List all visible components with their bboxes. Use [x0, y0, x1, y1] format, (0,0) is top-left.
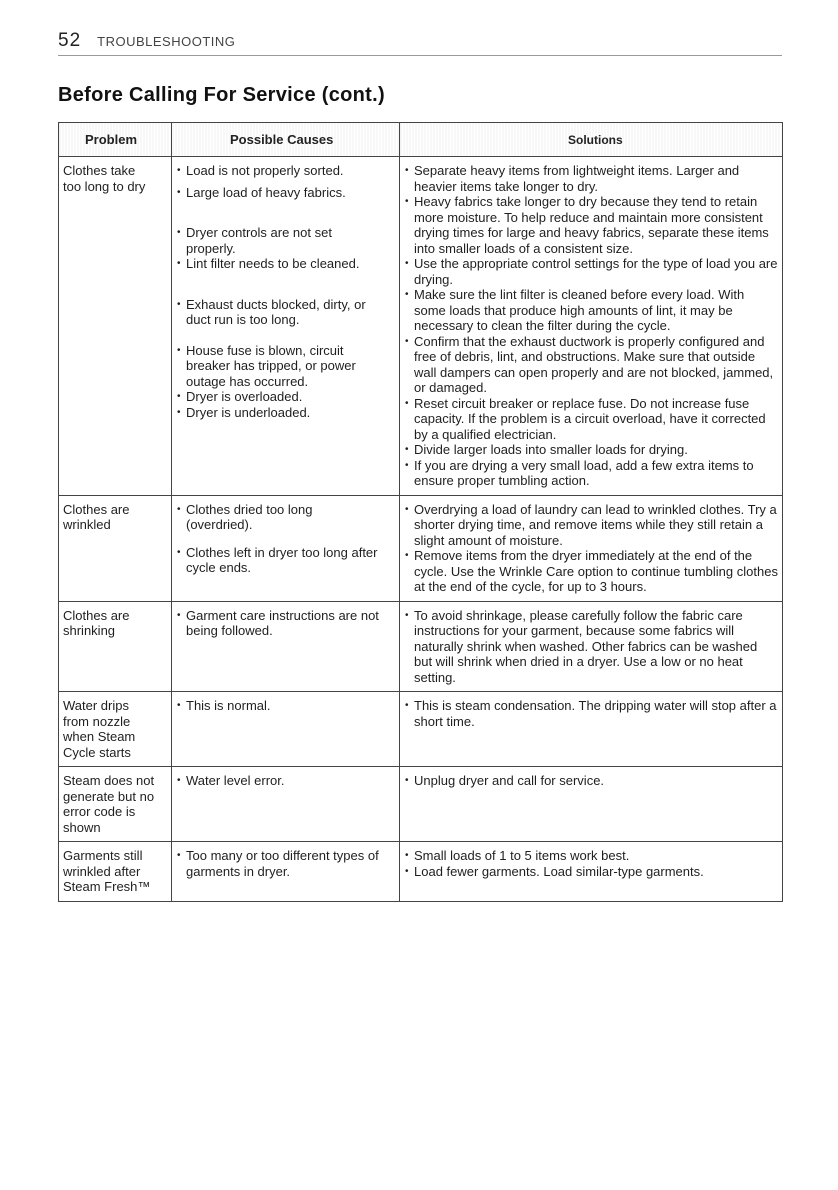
solution-item: • Unplug dryer and call for service.	[404, 773, 778, 789]
solution-item: • Separate heavy items from lightweight items. Larger and heavier items take longer to dry.	[404, 163, 778, 194]
header-possible-causes: Possible Causes	[172, 123, 400, 157]
cause-item: • Garment care instructions are not being followed.	[176, 608, 386, 639]
table-row	[59, 157, 783, 496]
solution-item: • Remove items from the dryer immediately at the end of the cycle. Use the Wrinkle Care option to continue tumbling clothes at the end of the cycle, for up to 3 hours.	[404, 548, 778, 595]
solutions-cell	[400, 157, 783, 496]
problem-cell	[59, 157, 172, 496]
causes-cell	[172, 842, 400, 902]
table-row	[59, 601, 783, 692]
table-header-row	[59, 123, 783, 157]
solution-item: • If you are drying a very small load, add a few extra items to ensure proper tumbling action.	[404, 458, 778, 489]
problem-cell	[59, 767, 172, 842]
solution-item: • Use the appropriate control settings for the type of load you are drying.	[404, 256, 778, 287]
cause-item: • House fuse is blown, circuit breaker has tripped, or power outage has occurred.	[176, 343, 386, 390]
cause-item: • Large load of heavy fabrics.	[176, 185, 395, 201]
problem-text: Clothes take too long to dry	[63, 163, 146, 194]
solution-item: • Small loads of 1 to 5 items work best.	[404, 848, 778, 864]
section-label: TROUBLESHOOTING	[97, 34, 236, 49]
causes-cell	[172, 495, 400, 601]
problem-cell	[59, 842, 172, 902]
troubleshooting-table	[58, 122, 783, 902]
solution-item: • Make sure the lint filter is cleaned before every load. With some loads that produce high amounts of lint, it may be necessary to clean the filter during the cycle.	[404, 287, 778, 334]
solution-item: • This is steam condensation. The dripping water will stop after a short time.	[404, 698, 778, 729]
problem-cell	[59, 495, 172, 601]
solution-item: • Load fewer garments. Load similar-type garments.	[404, 864, 778, 880]
solution-item: • Heavy fabrics take longer to dry because they tend to retain more moisture. To help reduce and maintain more consistent drying times for large and heavy fabrics, separate these items into smaller loads of a consistent size.	[404, 194, 778, 256]
table-row	[59, 692, 783, 767]
problem-text: Clothes are shrinking	[63, 607, 130, 638]
problem-text: Clothes are wrinkled	[63, 501, 130, 532]
header-solutions: Solutions	[400, 123, 783, 157]
solution-item: • Divide larger loads into smaller loads for drying.	[404, 442, 778, 458]
causes-cell	[172, 601, 400, 692]
cause-item: • Clothes left in dryer too long after cycle ends.	[176, 545, 386, 576]
header-problem: Problem	[59, 123, 172, 157]
page-number: 52	[58, 30, 82, 51]
cause-item: • Load is not properly sorted.	[176, 163, 395, 179]
problem-text: Steam does not generate but no error code is shown	[63, 773, 155, 835]
problem-text: Garments still wrinkled after Steam Fresh™	[63, 848, 151, 894]
cause-item: • Dryer controls are not set properly.	[176, 225, 346, 256]
cause-item: • Clothes dried too long (overdried).	[176, 502, 346, 533]
table-row	[59, 495, 783, 601]
solution-item: • Reset circuit breaker or replace fuse. Do not increase fuse capacity. If the problem is a circuit overload, have it corrected by a qualified electrician.	[404, 396, 778, 443]
solutions-cell	[400, 767, 783, 842]
cause-item: • Dryer is underloaded.	[176, 405, 395, 421]
causes-cell	[172, 157, 400, 496]
cause-item: • Dryer is overloaded.	[176, 389, 395, 405]
table-row	[59, 767, 783, 842]
cause-item: • Exhaust ducts blocked, dirty, or duct run is too long.	[176, 297, 386, 328]
cause-item: • Too many or too different types of garments in dryer.	[176, 848, 396, 879]
solutions-cell	[400, 495, 783, 601]
page-header	[58, 30, 782, 56]
causes-cell	[172, 767, 400, 842]
problem-cell	[59, 692, 172, 767]
cause-item: • This is normal.	[176, 698, 395, 714]
solutions-cell	[400, 842, 783, 902]
solutions-cell	[400, 692, 783, 767]
cause-item: • Water level error.	[176, 773, 395, 789]
solution-item: • Confirm that the exhaust ductwork is properly configured and free of debris, lint, and obstructions. Make sure that outside wall dampers can open properly and are not blocked, jammed, or damaged.	[404, 334, 778, 396]
solution-item: • Overdrying a load of laundry can lead to wrinkled clothes. Try a shorter drying time, and remove items while they still retain a slight amount of moisture.	[404, 502, 778, 549]
problem-cell	[59, 601, 172, 692]
problem-text: Water drips from nozzle when Steam Cycle starts	[63, 698, 136, 760]
page-title: Before Calling For Service (cont.)	[58, 84, 385, 106]
solution-item: • To avoid shrinkage, please carefully follow the fabric care instructions for your garment, because some fabrics will naturally shrink when washed. Other fabrics can be washed but will shrink when dried in a dryer. Use a low or no heat setting.	[404, 608, 778, 686]
causes-cell	[172, 692, 400, 767]
table-row	[59, 842, 783, 902]
solutions-cell	[400, 601, 783, 692]
cause-item: • Lint filter needs to be cleaned.	[176, 256, 395, 272]
